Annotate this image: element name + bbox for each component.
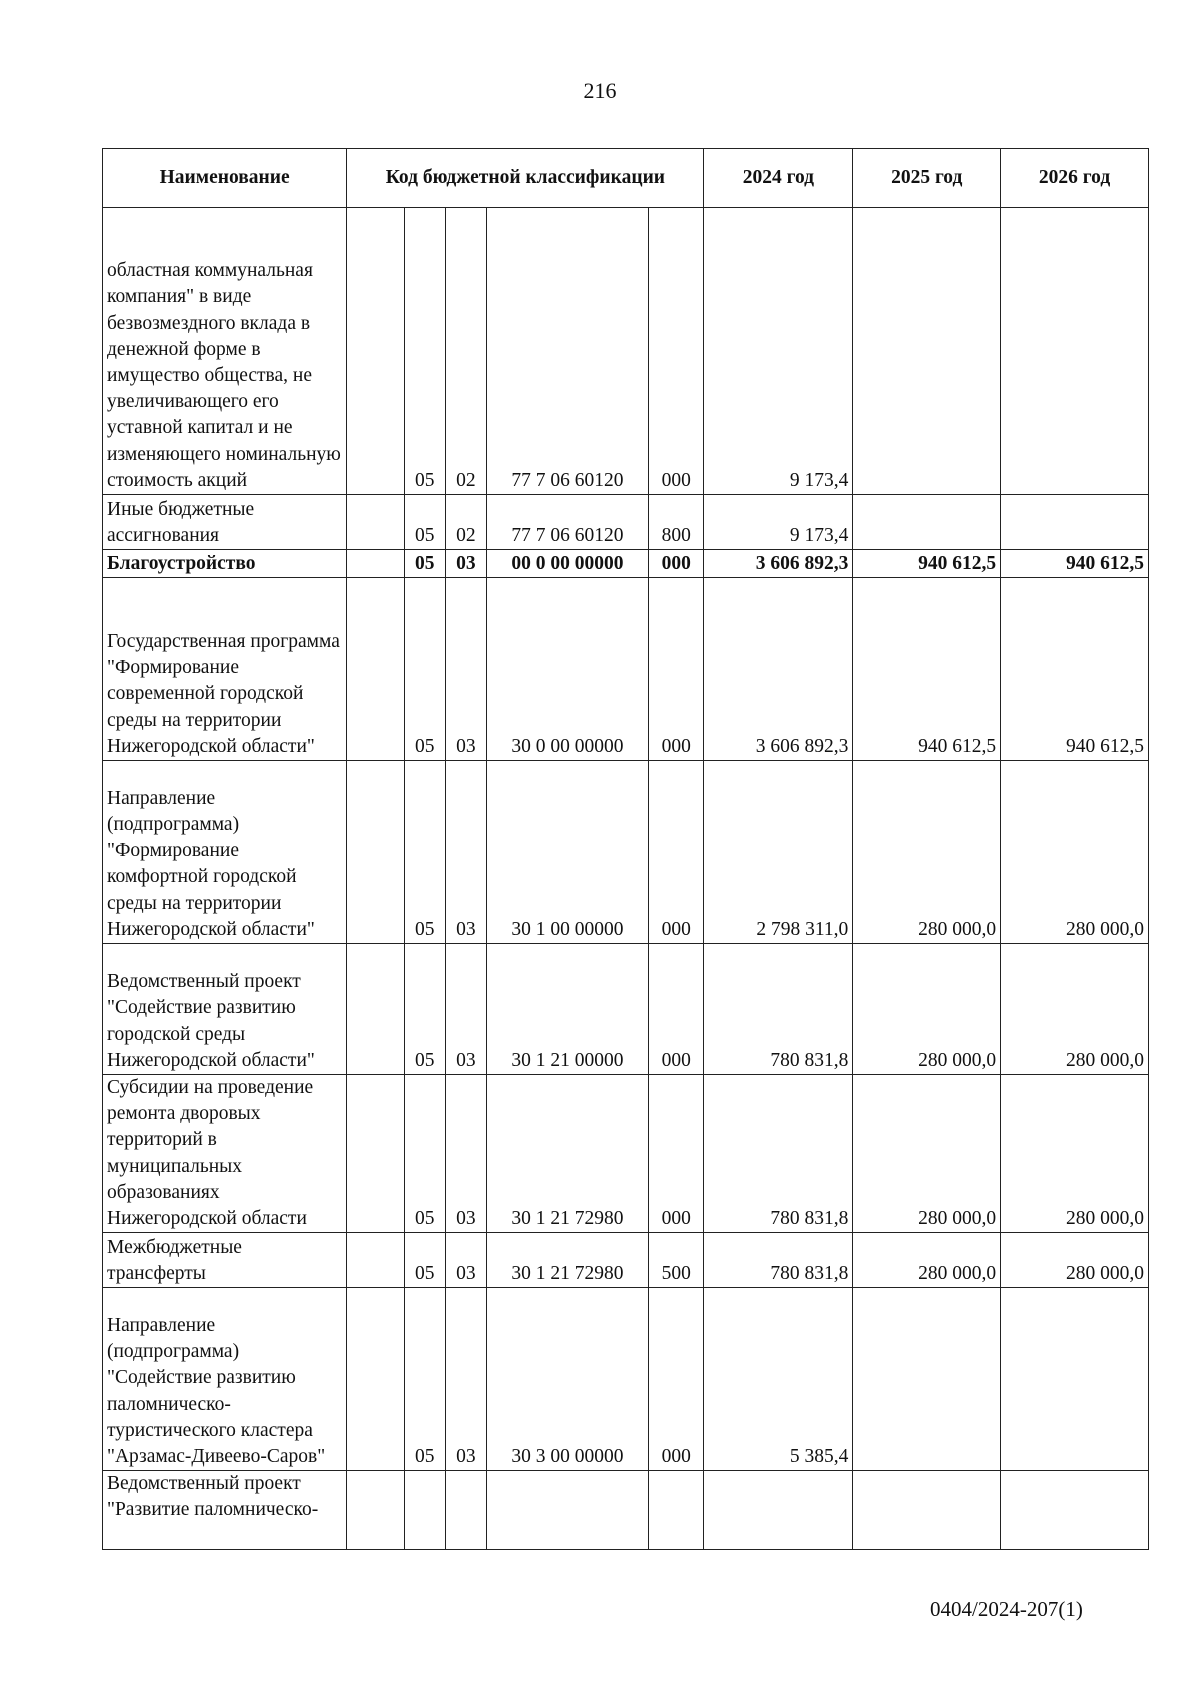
value-2025 xyxy=(853,208,1001,495)
code-subsection: 02 xyxy=(445,495,486,550)
code-section: 05 xyxy=(404,495,445,550)
code-subsection: 03 xyxy=(445,761,486,944)
code-section: 05 xyxy=(404,1288,445,1471)
code-subsection xyxy=(445,1471,486,1550)
value-2025: 280 000,0 xyxy=(853,1233,1001,1288)
value-2024: 780 831,8 xyxy=(704,1233,853,1288)
code-subsection: 03 xyxy=(445,1075,486,1233)
value-2026: 940 612,5 xyxy=(1001,578,1149,761)
value-2026: 280 000,0 xyxy=(1001,944,1149,1075)
code-cell xyxy=(347,944,404,1075)
table-row xyxy=(103,208,1149,495)
code-subsection: 03 xyxy=(445,1233,486,1288)
value-2025: 280 000,0 xyxy=(853,944,1001,1075)
code-expense-type: 000 xyxy=(649,1288,704,1471)
value-2026: 280 000,0 xyxy=(1001,1233,1149,1288)
value-2026 xyxy=(1001,1471,1149,1550)
code-subsection: 03 xyxy=(445,578,486,761)
code-section: 05 xyxy=(404,1233,445,1288)
code-target xyxy=(486,1471,648,1550)
value-2024 xyxy=(704,1471,853,1550)
code-cell xyxy=(347,578,404,761)
code-section: 05 xyxy=(404,1075,445,1233)
value-2025 xyxy=(853,1288,1001,1471)
value-2026 xyxy=(1001,208,1149,495)
code-cell xyxy=(347,1233,404,1288)
page-number: 216 xyxy=(583,78,617,103)
value-2024: 780 831,8 xyxy=(704,944,853,1075)
table-row xyxy=(103,1233,1149,1288)
document-registration-code: 0404/2024-207(1) xyxy=(930,1597,1083,1621)
value-2024: 5 385,4 xyxy=(704,1288,853,1471)
value-2025 xyxy=(853,495,1001,550)
value-2025: 280 000,0 xyxy=(853,1075,1001,1233)
code-expense-type: 000 xyxy=(649,944,704,1075)
value-2025: 940 612,5 xyxy=(853,550,1001,578)
value-2024: 9 173,4 xyxy=(704,495,853,550)
row-name: Государственная программа "Формирование современной городской среды на территории Нижегородской области" xyxy=(103,578,347,761)
row-name: Субсидии на проведение ремонта дворовых территорий в муниципальных образованиях Нижегородской области xyxy=(103,1075,347,1233)
code-cell xyxy=(347,1075,404,1233)
code-expense-type: 500 xyxy=(649,1233,704,1288)
code-expense-type: 000 xyxy=(649,208,704,495)
row-name: Ведомственный проект "Развитие паломническо- xyxy=(103,1471,347,1550)
code-subsection: 03 xyxy=(445,550,486,578)
code-cell xyxy=(347,550,404,578)
value-2025: 280 000,0 xyxy=(853,761,1001,944)
table-row xyxy=(103,1075,1149,1233)
row-name: Благоустройство xyxy=(103,550,347,578)
table-header-row xyxy=(103,149,1149,208)
code-target: 30 1 00 00000 xyxy=(486,761,648,944)
value-2024: 2 798 311,0 xyxy=(704,761,853,944)
code-target: 30 0 00 00000 xyxy=(486,578,648,761)
code-section: 05 xyxy=(404,208,445,495)
value-2024: 3 606 892,3 xyxy=(704,578,853,761)
code-cell xyxy=(347,1288,404,1471)
code-subsection: 03 xyxy=(445,1288,486,1471)
code-target: 30 1 21 72980 xyxy=(486,1075,648,1233)
code-subsection: 02 xyxy=(445,208,486,495)
header-2026: 2026 год xyxy=(1001,149,1149,208)
code-section xyxy=(404,1471,445,1550)
value-2026 xyxy=(1001,495,1149,550)
code-target: 30 1 21 00000 xyxy=(486,944,648,1075)
table-row xyxy=(103,944,1149,1075)
row-name: областная коммунальная компания" в виде безвозмездного вклада в денежной форме в имущество общества, не увеличивающего его уставной капитал и не изменяющего номинальную стоимость акций xyxy=(103,208,347,495)
header-2024: 2024 год xyxy=(704,149,853,208)
header-name: Наименование xyxy=(103,149,347,208)
header-code: Код бюджетной классификации xyxy=(347,149,704,208)
code-section: 05 xyxy=(404,944,445,1075)
code-target: 77 7 06 60120 xyxy=(486,208,648,495)
code-cell xyxy=(347,1471,404,1550)
code-cell xyxy=(347,761,404,944)
code-section: 05 xyxy=(404,578,445,761)
value-2026 xyxy=(1001,1288,1149,1471)
row-name: Направление (подпрограмма) "Формирование комфортной городской среды на территории Нижегородской области" xyxy=(103,761,347,944)
code-cell xyxy=(347,495,404,550)
code-target: 77 7 06 60120 xyxy=(486,495,648,550)
table-row xyxy=(103,578,1149,761)
row-name: Иные бюджетные ассигнования xyxy=(103,495,347,550)
value-2024: 3 606 892,3 xyxy=(704,550,853,578)
code-expense-type: 800 xyxy=(649,495,704,550)
table-row xyxy=(103,761,1149,944)
table-row xyxy=(103,1471,1149,1550)
value-2024: 780 831,8 xyxy=(704,1075,853,1233)
value-2026: 280 000,0 xyxy=(1001,1075,1149,1233)
value-2024: 9 173,4 xyxy=(704,208,853,495)
code-target: 30 1 21 72980 xyxy=(486,1233,648,1288)
row-name: Межбюджетные трансферты xyxy=(103,1233,347,1288)
value-2026: 280 000,0 xyxy=(1001,761,1149,944)
code-expense-type xyxy=(649,1471,704,1550)
value-2025: 940 612,5 xyxy=(853,578,1001,761)
value-2026: 940 612,5 xyxy=(1001,550,1149,578)
row-name: Ведомственный проект "Содействие развитию городской среды Нижегородской области" xyxy=(103,944,347,1075)
code-subsection: 03 xyxy=(445,944,486,1075)
code-target: 00 0 00 00000 xyxy=(486,550,648,578)
row-name: Направление (подпрограмма) "Содействие развитию паломническо-туристического кластера "Арзамас-Дивеево-Саров" xyxy=(103,1288,347,1471)
code-expense-type: 000 xyxy=(649,761,704,944)
code-section: 05 xyxy=(404,550,445,578)
table-row xyxy=(103,550,1149,578)
code-expense-type: 000 xyxy=(649,550,704,578)
code-cell xyxy=(347,208,404,495)
code-expense-type: 000 xyxy=(649,1075,704,1233)
table-row xyxy=(103,495,1149,550)
code-target: 30 3 00 00000 xyxy=(486,1288,648,1471)
header-2025: 2025 год xyxy=(853,149,1001,208)
code-expense-type: 000 xyxy=(649,578,704,761)
budget-table xyxy=(102,148,1149,1550)
table-row xyxy=(103,1288,1149,1471)
value-2025 xyxy=(853,1471,1001,1550)
code-section: 05 xyxy=(404,761,445,944)
